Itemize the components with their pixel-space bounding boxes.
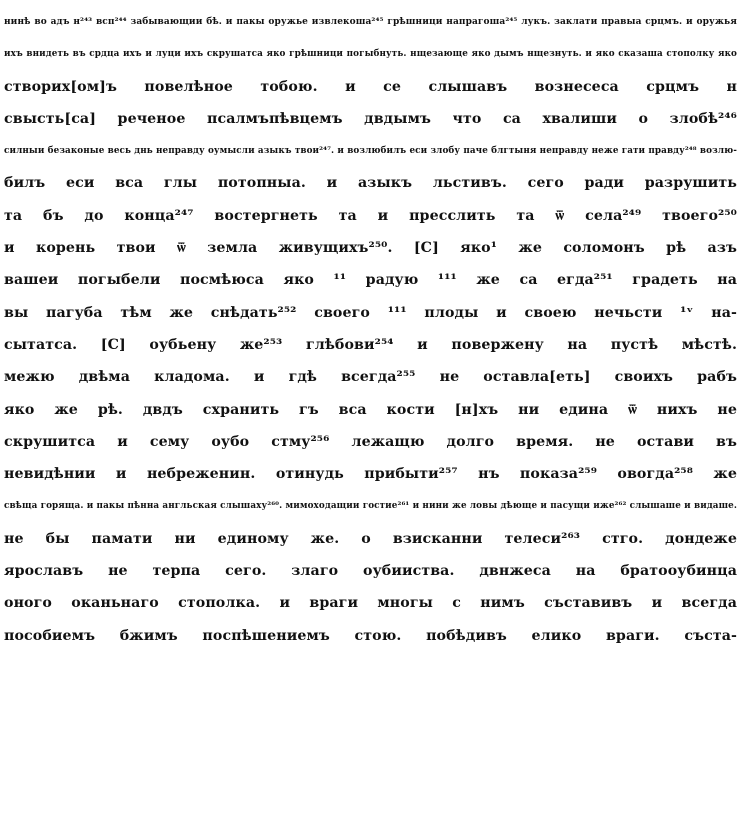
text-line: и корень твои ѿ земла живущихъ²⁵⁰. [C] яко¹ же соломонъ рѣ азъ — [4, 240, 737, 257]
text-line: яко же рѣ. двдъ схранить гъ вса кости [н]хъ ни едина ѿ нихъ не — [4, 401, 737, 418]
text-line: ихъ внидеть въ срдца ихъ и луци ихъ скрушатса яко грѣшници погыбнуть. нщезающе яко дымъ нщезнуть. и яко сказаша стополку яко — [4, 49, 737, 60]
text-line: вы пагуба тѣм же снѣдать²⁵² своего ¹¹¹ плоды и своею нечьсти ¹ᵛ на- — [4, 304, 737, 321]
text-line: невидѣнии и небреженин. отинудь прибыти²⁵⁷ нъ показа²⁵⁹ овогда²⁵⁸ же — [4, 466, 737, 483]
text-line: створих[ом]ъ повелѣное тобою. и се слышавъ вознесеса срцмъ н — [4, 78, 737, 95]
text-line: свѣща горяща. и пакы пѣнна англьская слышаху²⁶⁰. мимоходащии гостие²⁶¹ и нини же ловы дѣюще и пасущи иже²⁶² слышаше и видаше. — [4, 501, 737, 512]
text-line: та бъ до конца²⁴⁷ востергнеть та и пресслить та ѿ села²⁴⁹ твоего²⁵⁰ — [4, 207, 737, 224]
text-line: ярославъ не терпа сего. злаго оубииства. двнжеса на братооубинца — [4, 563, 737, 580]
text-line: сытатса. [C] оубьену же²⁵³ глѣбови²⁵⁴ и повержену на пустѣ мѣстѣ. — [4, 336, 737, 353]
text-line: силныи безаконые весь днь неправду оумысли азыкъ твои²⁴⁷. и возлюбилъ еси злобу паче блгтыня неправду неже гати правду²⁴⁸ возлю- — [4, 146, 737, 157]
text-line: пособиемъ бжимъ поспѣшениемъ стою. побѣдивъ елико враги. съста- — [4, 627, 737, 644]
text-line: свысть[са] реченое псалмъпѣвцемъ двдымъ что са хвалиши о злобѣ²⁴⁶ — [4, 110, 737, 127]
text-line: билъ еси вса глы потопныа. и азыкъ льстивъ. сего ради разрушить — [4, 175, 737, 192]
text-line: нинѣ во адъ н²⁴³ всп²⁴⁴ забывающии бѣ. и пакы оружье извлекоша²⁴⁵ грѣшници напрагоша²⁴⁵ лукъ. заклати правыа срцмъ. и оружья — [4, 17, 737, 27]
text-line: межю двѣма кладома. и гдѣ всегда²⁵⁵ не оставла[еть] своихъ рабъ — [4, 369, 737, 386]
text-line: не бы памати ни единому же. о взисканни телеси²⁶³ стго. дондеже — [4, 530, 737, 547]
text-line: оного оканьнаго стополка. и враги многы с нимъ съставивъ и всегда — [4, 595, 737, 612]
text-line: вашеи погыбели посмѣюса яко ¹¹ радую ¹¹¹ же са егда²⁵¹ градеть на — [4, 272, 737, 289]
text-block — [4, 6, 737, 652]
text-line: скрушитса и сему оубо стму²⁵⁶ лежащю долго время. не остави въ — [4, 433, 737, 450]
